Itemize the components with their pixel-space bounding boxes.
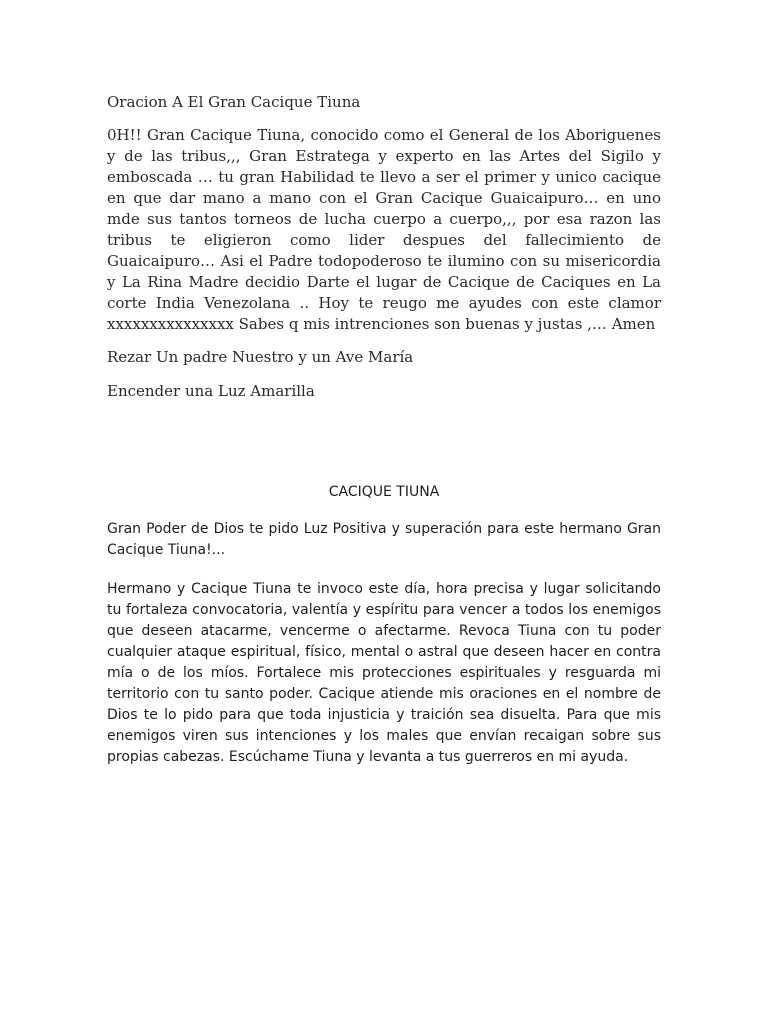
invocation-paragraph-1: Gran Poder de Dios te pido Luz Positiva y superación para este hermano Gran Cacique Tiuna!...	[107, 521, 661, 558]
section-heading: CACIQUE TIUNA	[328, 484, 440, 500]
prayer-body: 0H!! Gran Cacique Tiuna, conocido como el General de los Aboriguenes y de las tribus,,, Gran Estratega y experto en las Artes del Sigilo y emboscada … tu gran Habilidad te llevo a ser el primer y unico cacique en que dar mano a mano con el Gran Cacique Guaicaipuro… en uno mde sus tantos torneos de lucha cuerpo a cuerpo,,, por esa razon las tribus te eligieron como lider despues del fallecimiento de Guaicaipuro… Asi el Padre todopoderoso te ilumino con su misericordia y La Rina Madre decidio Darte el lugar de Cacique de Caciques en La corte India Venezolana .. Hoy te reugo me ayudes con este clamor xxxxxxxxxxxxxxx Sabes q mis intrenciones son buenas y justas ,… Amen	[107, 126, 661, 333]
prayer-instruction-1: Rezar Un padre Nuestro y un Ave María	[107, 348, 414, 366]
cacique-section	[107, 482, 661, 786]
prayer-section	[107, 92, 661, 415]
invocation-paragraph-2: Hermano y Cacique Tiuna te invoco este día, hora precisa y lugar solicitando tu fortaleza convocatoria, valentía y espíritu para vencer a todos los enemigos que deseen atacarme, vencerme o afectarme. Revoca Tiuna con tu poder cualquier ataque espiritual, físico, mental o astral que deseen hacer en contra mía o de los míos. Fortalece mis protecciones espirituales y resguarda mi territorio con tu santo poder. Cacique atiende mis oraciones en el nombre de Dios te lo pido para que toda injusticia y traición sea disuelta. Para que mis enemigos viren sus intenciones y los males que envían recaigan sobre sus propias cabezas. Escúchame Tiuna y levanta a tus guerreros en mi ayuda.	[107, 581, 661, 765]
prayer-title: Oracion A El Gran Cacique Tiuna	[107, 93, 361, 111]
prayer-instruction-2: Encender una Luz Amarilla	[107, 382, 315, 400]
